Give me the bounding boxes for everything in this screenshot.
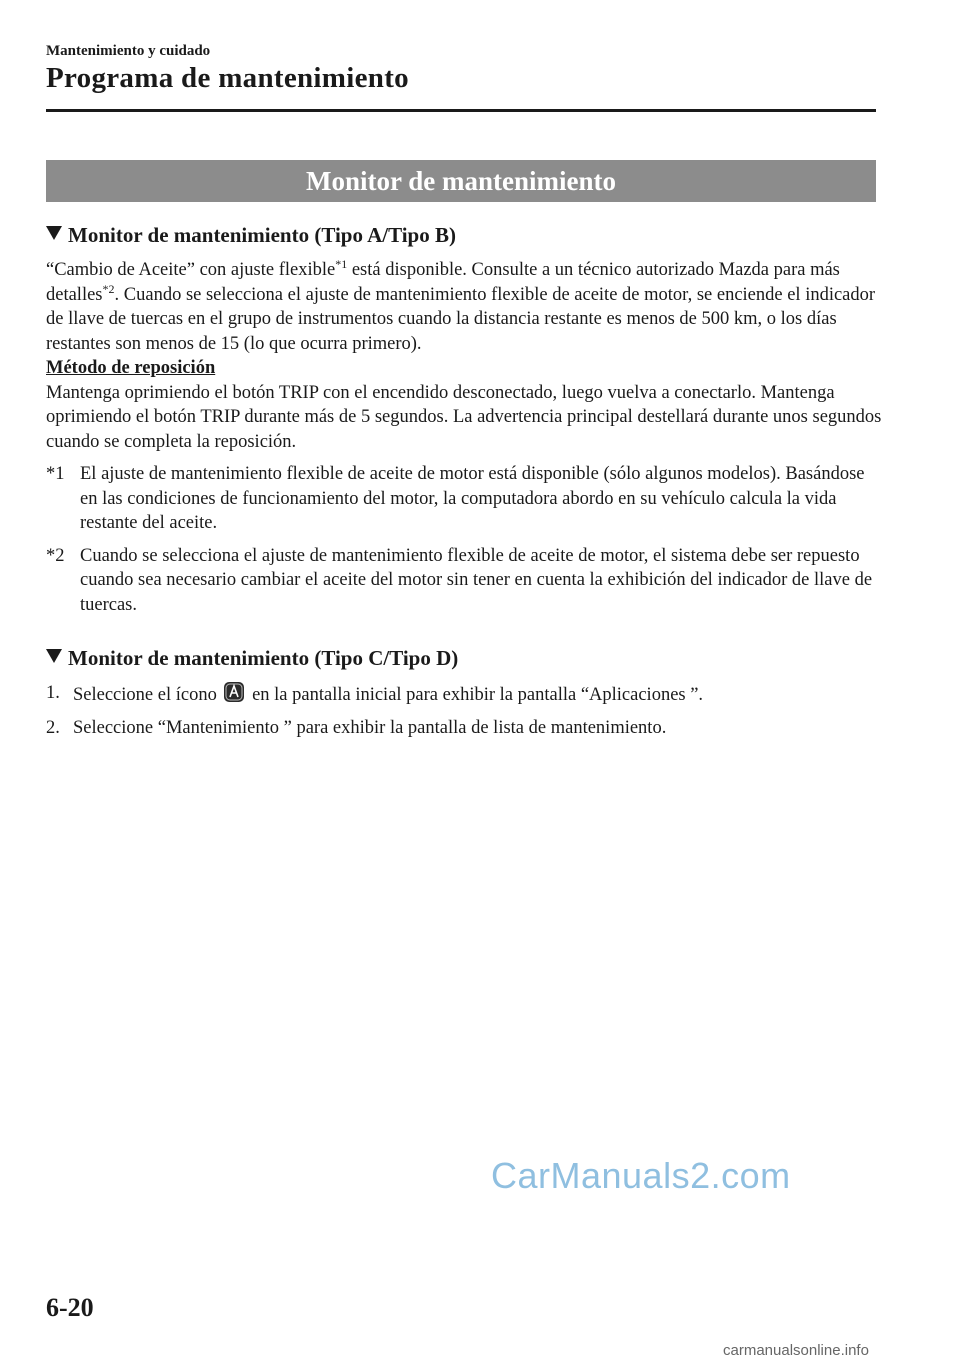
reset-method-text: Mantenga oprimiendo el botón TRIP con el encendido desconectado, luego vuelva a conectarlo. Mantenga oprimiendo el botón TRIP durante más de 5 segundos. La advertencia principal destellará durante unos segundos cuando se completa la reposición. [46,382,882,452]
page-content [46,220,882,740]
footnote-mark: *2 [46,545,65,566]
intro-text-1: “Cambio de Aceite” con ajuste flexible [46,260,336,280]
footnote-ref-1: *1 [335,256,348,271]
step-number: 2. [46,717,60,738]
watermark: CarManuals2.com [491,1155,791,1196]
chapter-title: Programa de mantenimiento [46,62,409,94]
triangle-marker-icon [46,649,62,663]
subsection-heading-a [46,220,882,250]
footer-site-link[interactable]: carmanualsonline.info [723,1342,869,1359]
section-banner: Monitor de mantenimiento [46,160,876,202]
triangle-marker-icon [46,226,62,240]
step-number: 1. [46,683,60,703]
subsection-heading-b-text: Monitor de mantenimiento (Tipo C/Tipo D) [68,646,459,670]
subsection-heading-a-text: Monitor de mantenimiento (Tipo A/Tipo B) [68,223,456,247]
footnote-1 [46,462,882,536]
step-1-text-b: en la pantalla inicial para exhibir la pantalla “Aplicaciones ”. [247,685,704,705]
intro-text-3: . Cuando se selecciona el ajuste de mantenimiento flexible de aceite de motor, se enciende el indicador de llave de tuercas en el grupo de instrumentos cuando la distancia restante es menos de 500 km, o los días restantes son menos de 15 (lo que ocurra primero). [46,284,876,354]
step-1-text-a: Seleccione el ícono [73,685,222,705]
section-label: Mantenimiento y cuidado [46,43,211,59]
subsection-heading-b [46,643,882,673]
step-2 [46,716,882,741]
intro-paragraph [46,258,882,356]
applications-icon [223,681,245,703]
footnote-mark: *1 [46,464,65,484]
footnote-text: Cuando se selecciona el ajuste de mantenimiento flexible de aceite de motor, el sistema debe ser repuesto cuando sea necesario cambiar el aceite del motor sin tener en cuenta la exhibición del indicador de llave de tuercas. [80,545,873,615]
footnote-ref-2: *2 [102,281,115,296]
header-rule [46,109,876,112]
step-1 [46,681,882,708]
footnote-text: El ajuste de mantenimiento flexible de aceite de motor está disponible (sólo algunos modelos). Basándose en las condiciones de funcionamiento del motor, la computadora abordo en su vehículo calcula la vida restante del aceite. [80,464,865,533]
step-text [73,681,703,708]
footnote-2 [46,544,882,618]
reset-method-label: Método de reposición [46,358,216,378]
page-number: 6-20 [46,1293,94,1322]
intro-text-2: está disponible. Consulte a un técnico autorizado Mazda para más detalles [46,260,840,305]
step-text: Seleccione “Mantenimiento ” para exhibir la pantalla de lista de mantenimiento. [73,717,667,738]
